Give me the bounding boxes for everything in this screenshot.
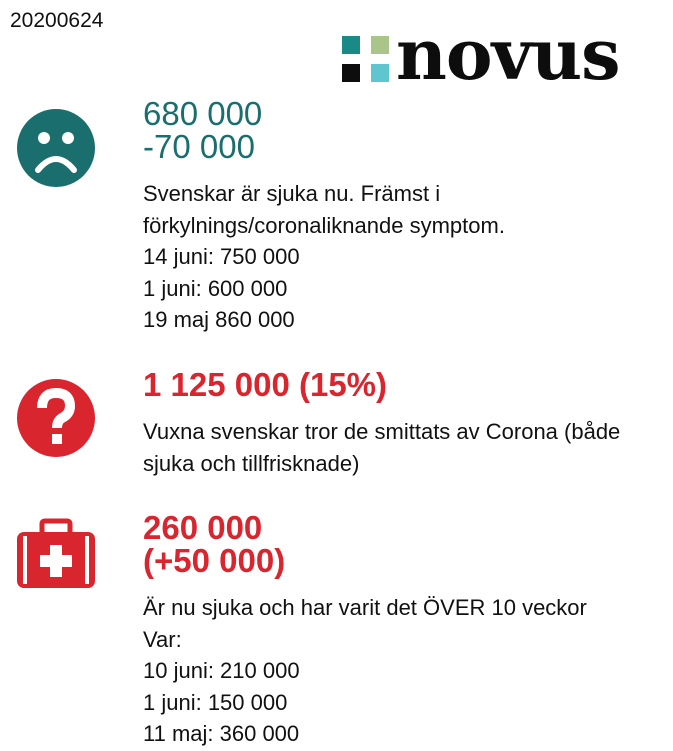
logo-wordmark: novus <box>396 13 620 96</box>
description-line: 11 maj: 360 000 <box>143 721 300 746</box>
description-line: 10 juni: 210 000 <box>143 658 300 683</box>
logo-square-black <box>342 64 360 82</box>
description-line: Är nu sjuka och har varit det ÖVER 10 veckor <box>143 595 587 620</box>
first-aid-kit-icon <box>16 518 96 598</box>
logo-square-teal <box>342 36 360 54</box>
believe-infected-description <box>143 416 663 479</box>
description-line: Svenskar är sjuka nu. Främst i <box>143 181 441 206</box>
novus-logo <box>340 13 662 96</box>
sick-now-description <box>143 178 663 336</box>
long-term-sick-change: (+50 000) <box>143 542 286 579</box>
long-term-sick-description <box>143 592 663 750</box>
question-mark-icon <box>16 378 96 458</box>
logo-square-cyan <box>371 64 389 82</box>
description-line: Vuxna svenskar tror de smittats av Corona (både <box>143 419 621 444</box>
report-date: 20200624 <box>10 9 104 32</box>
description-line: 19 maj 860 000 <box>143 307 295 332</box>
long-term-sick-count: 260 000 <box>143 509 263 546</box>
believe-infected-count: 1 125 000 (15%) <box>143 366 388 403</box>
description-line: 1 juni: 150 000 <box>143 689 288 715</box>
sad-face-icon <box>16 108 96 188</box>
description-line: förkylnings/coronaliknande symptom. <box>143 212 505 238</box>
logo-square-green <box>371 36 389 54</box>
description-line: sjuka och tillfrisknade) <box>143 450 360 476</box>
description-line: Var: <box>143 626 182 652</box>
long-term-sick-section <box>143 511 663 750</box>
description-line: 14 juni: 750 000 <box>143 244 300 269</box>
sick-now-count: 680 000 <box>143 95 263 132</box>
sick-now-change: -70 000 <box>143 128 255 165</box>
believe-infected-section <box>143 368 663 479</box>
sick-now-section <box>143 97 663 336</box>
description-line: 1 juni: 600 000 <box>143 275 288 301</box>
